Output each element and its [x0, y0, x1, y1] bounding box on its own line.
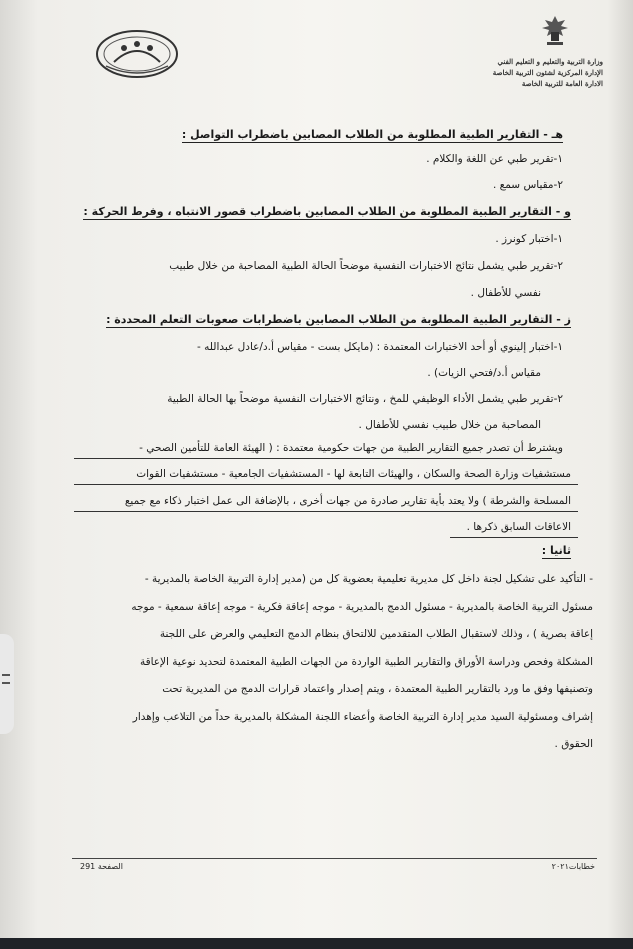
- section-second-line-5: وتصنيفها وفق ما ورد بالتقارير الطبية المعتمدة ، ويتم إصدار واعتماد قرارات الدمج من المديرية تحت: [162, 683, 593, 695]
- section-second-line-6: إشراف ومسئولية السيد مدير إدارة التربية الخاصة وأعضاء اللجنة المشكلة بالمديرية حداً من التلاعب وإهدار: [132, 711, 593, 723]
- section-w-item-3: نفسي للأطفال .: [470, 287, 541, 299]
- condition-line-4: الاعاقات السابق ذكرها .: [466, 521, 571, 533]
- section-w-title: و - التقارير الطبية المطلوبة من الطلاب المصابين باضطراب قصور الانتباه ، وفرط الحركة :: [83, 205, 571, 218]
- section-second-line-7: الحقوق .: [554, 738, 593, 750]
- section-h-item-2: ٢-مقياس سمع .: [492, 179, 563, 191]
- underline: [74, 511, 578, 512]
- underline: [450, 537, 578, 538]
- page-number: الصفحة 291: [80, 862, 123, 871]
- section-z-title: ز - التقارير الطبية المطلوبة من الطلاب المصابين باضطرابات صعوبات التعلم المحددة :: [106, 313, 571, 326]
- section-second-line-1: - التأكيد على تشكيل لجنة داخل كل مديرية تعليمية بعضوية كل من (مدير إدارة التربية الخاصة بالمديرية -: [144, 573, 593, 585]
- header-line-1: وزارة التربية والتعليم و التعليم الفني: [497, 57, 603, 66]
- section-z-item-1: ١-اختبار إلينوي أو أحد الاختبارات المعتمدة : (مايكل بست - مقياس أ.د/عادل عبدالله -: [197, 341, 563, 353]
- condition-line-1: ويشترط أن تصدر جميع التقارير الطبية من جهات حكومية معتمدة : ( الهيئة العامة للتأمين الصحي -: [139, 442, 563, 454]
- condition-line-2: مستشفيات وزارة الصحة والسكان ، والهيئات التابعة لها - المستشفيات الجامعية - مستشفيات القوات: [136, 468, 571, 480]
- underline: [74, 484, 578, 485]
- section-z-item-2: مقياس أ.د/فتحي الزيات) .: [427, 367, 541, 379]
- section-second-line-2: مسئول التربية الخاصة بالمديرية - مسئول الدمج بالمديرية - موجه إعاقة فكرية - موجه إعاقة سمعية - موجه: [131, 601, 593, 613]
- section-h-item-1: ١-تقرير طبي عن اللغة والكلام .: [426, 153, 563, 165]
- menu-line-icon: [2, 674, 10, 676]
- section-z-item-4: المصاحبة من خلال طبيب نفسي للأطفال .: [358, 419, 541, 431]
- menu-line-icon: [2, 682, 10, 684]
- special-education-emblem-icon: [94, 28, 180, 80]
- header-line-2: الإدارة المركزية لشئون التربية الخاصة: [492, 68, 603, 77]
- section-z-item-3: ٢-تقرير طبي يشمل الأداء الوظيفي للمخ ، ونتائج الاختبارات النفسية موضحاً بها الحالة الطبية: [167, 393, 563, 405]
- section-w-item-1: ١-اختبار كونرز .: [495, 233, 563, 245]
- section-second-line-3: إعاقة بصرية ) ، وذلك لاستقبال الطلاب المتقدمين للالتحاق بنظام الدمج التعليمي والعرض على اللجنة: [159, 628, 593, 640]
- condition-line-3: المسلحة والشرطة ) ولا يعتد بأية تقارير صادرة من جهات أخرى ، بالإضافة الى عمل اختبار ذكاء مع جميع: [124, 495, 571, 507]
- section-h-title: هـ - التقارير الطبية المطلوبة من الطلاب المصابين باضطراب التواصل :: [181, 128, 563, 141]
- underline: [74, 458, 552, 459]
- side-menu-handle[interactable]: [0, 634, 14, 734]
- footer-label: خطابات٢٠٢١: [551, 862, 595, 871]
- section-w-item-2: ٢-تقرير طبي يشمل نتائج الاختبارات النفسية موضحاً الحالة الطبية المصاحبة من خلال طبيب: [169, 260, 563, 272]
- footer-divider: [72, 858, 597, 859]
- bottom-bar: [0, 938, 633, 949]
- header-line-3: الادارة العامة للتربية الخاصة: [521, 79, 603, 88]
- ministry-header: [433, 20, 603, 89]
- section-second-line-4: المشكلة وفحص ودراسة الأوراق والتقارير الطبية الواردة من الجهات الطبية المعتمدة لتحديد نوعية الإعاقة: [139, 656, 593, 668]
- section-second-title: ثانيا :: [541, 544, 571, 557]
